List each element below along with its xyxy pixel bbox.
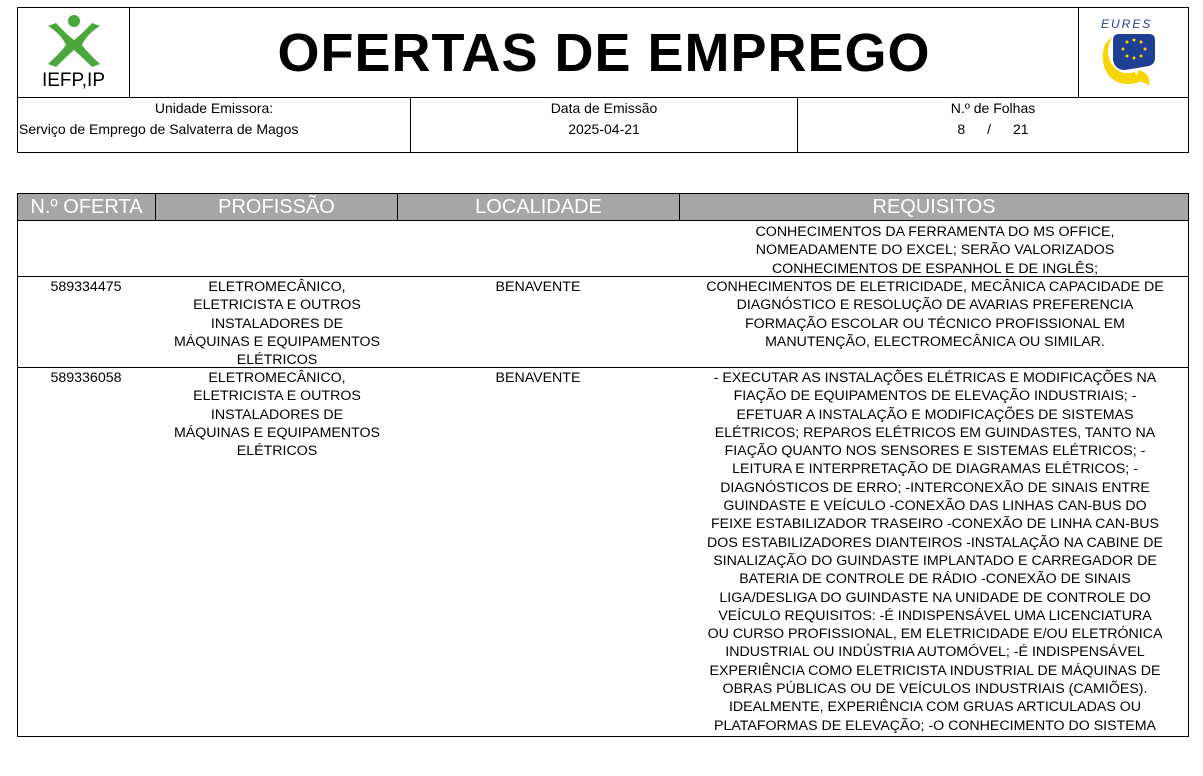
sheet-count-label: N.º de Folhas (950, 100, 1036, 116)
requirements-line: DIAGNÓSTICO E RESOLUÇÃO DE AVARIAS PREFERENCIA (736, 297, 1134, 314)
sheet-current: 8 (957, 121, 966, 137)
issuing-unit-label: Unidade Emissora: (154, 100, 274, 116)
profession-line: ELÉTRICOS (236, 443, 318, 460)
table-header (17, 193, 1189, 221)
offer-number: 589336058 (50, 370, 122, 386)
profession-line: MÁQUINAS E EQUIPAMENTOS (173, 333, 380, 350)
locality: BENAVENTE (495, 279, 581, 295)
requirements-line: FORMAÇÃO ESCOLAR OU TÉCNICO PROFISSIONAL EM (745, 315, 1125, 332)
requirements-line: FIAÇÃO DE EQUIPAMENTOS DE ELEVAÇÃO INDUSTRIAIS; - (733, 388, 1137, 405)
requirements-line: LEITURA E INTERPRETAÇÃO DE DIAGRAMAS ELÉTRICOS; - (732, 461, 1138, 478)
offer-number: 589334475 (50, 279, 122, 295)
table-row (17, 221, 1189, 277)
requirements-line: ELÉTRICOS; REPAROS ELÉTRICOS EM GUINDASTES, TANTO NA (714, 424, 1156, 441)
eures-emblem-icon (1099, 30, 1169, 92)
iefp-logo (18, 8, 130, 97)
page-title: OFERTAS DE EMPREGO (277, 22, 931, 83)
iefp-logo-icon (18, 12, 128, 74)
issuing-unit (18, 98, 411, 153)
header-info-row (18, 97, 1188, 152)
issue-date-value: 2025-04-21 (568, 121, 640, 137)
requirements-line: GUINDASTE E VEÍCULO -CONEXÃO DAS LINHAS CAN-BUS DO (723, 498, 1147, 515)
locality: BENAVENTE (495, 370, 581, 386)
requirements-line: EFETUAR A INSTALAÇÃO E MODIFICAÇÕES DE SISTEMAS (736, 406, 1134, 423)
requirements (680, 369, 1190, 735)
sheet-count (798, 98, 1188, 153)
iefp-logo-text: IEFP,IP (41, 70, 105, 91)
profession (158, 369, 396, 460)
requirements-line: LIGA/DESLIGA DO GUINDASTE NA UNIDADE DE CONTROLE DO (719, 589, 1151, 606)
col-header-offer-number: N.º OFERTA (18, 194, 156, 220)
profession-line: ELÉTRICOS (236, 352, 318, 369)
eures-logo-text: EURES (1101, 17, 1153, 31)
requirements-line: NOMEADAMENTE DO EXCEL; SERÃO VALORIZADOS (755, 242, 1115, 259)
sheet-separator: / (987, 121, 992, 137)
requirements-line: BATERIA DE CONTROLE DE RÁDIO -CONEXÃO DE SINAIS (739, 571, 1131, 588)
requirements-line: EXPERIÊNCIA COMO ELETRICISTA INDUSTRIAL DE MÁQUINAS DE (709, 662, 1161, 679)
requirements-line: INDUSTRIAL OU INDÚSTRIA AUTOMÓVEL; -É INDISPENSÁVEL (725, 644, 1145, 661)
issue-date (411, 98, 798, 153)
profession-line: ELETROMECÂNICO, (208, 279, 346, 295)
profession-line: INSTALADORES DE (210, 315, 344, 332)
requirements-line: CONHECIMENTOS DE ESPANHOL E DE INGLÊS; (771, 260, 1099, 277)
profession-line: MÁQUINAS E EQUIPAMENTOS (173, 424, 380, 441)
requirements-line: DOS ESTABILIZADORES DIANTEIROS -INSTALAÇÃO NA CABINE DE (707, 534, 1163, 551)
col-header-locality: LOCALIDADE (398, 194, 680, 220)
table-row (17, 368, 1189, 737)
document-header (17, 7, 1189, 153)
table-row (17, 277, 1189, 368)
issue-date-label: Data de Emissão (550, 100, 658, 116)
profession-line: ELETRICISTA E OUTROS (193, 388, 361, 405)
profession-line: INSTALADORES DE (210, 406, 344, 423)
requirements-line: SINALIZAÇÃO DO GUINDASTE IMPLANTADO E CARREGADOR DE (713, 552, 1157, 569)
requirements-line: IDEALMENTE, EXPERIÊNCIA COM GRUAS ARTICULADAS OU (728, 699, 1142, 716)
requirements-line: PLATAFORMAS DE ELEVAÇÃO; -O CONHECIMENTO DO SISTEMA (714, 717, 1156, 734)
requirements-line: CONHECIMENTOS DE ELETRICIDADE, MECÂNICA CAPACIDADE DE (706, 279, 1164, 295)
requirements-line: FEIXE ESTABILIZADOR TRASEIRO -CONEXÃO DE LINHA CAN-BUS (710, 516, 1160, 533)
sheet-count-value (798, 121, 1188, 137)
col-header-requirements: REQUISITOS (872, 196, 996, 218)
requirements (680, 223, 1190, 278)
requirements-line: FIAÇÃO QUANTO NOS SENSORES E SISTEMAS ELÉTRICOS; - (724, 443, 1146, 460)
issuing-unit-value: Serviço de Emprego de Salvaterra de Magos (19, 121, 299, 137)
requirements-line: MANUTENÇÃO, ELECTROMECÂNICA OU SIMILAR. (765, 333, 1105, 350)
requirements-line: OBRAS PÚBLICAS OU DE VEÍCULOS INDUSTRIAIS (CAMIÕES). (722, 681, 1148, 698)
col-header-profession: PROFISSÃO (156, 194, 398, 220)
profession (158, 278, 396, 369)
requirements-line: VEÍCULO REQUISITOS: -É INDISPENSÁVEL UMA LICENCIATURA (718, 607, 1152, 624)
eures-logo (1079, 8, 1188, 97)
requirements-line: - EXECUTAR AS INSTALAÇÕES ELÉTRICAS E MODIFICAÇÕES NA (713, 370, 1157, 386)
title-cell (130, 8, 1079, 97)
requirements (680, 278, 1190, 351)
profession-line: ELETRICISTA E OUTROS (193, 297, 361, 314)
profession-line: ELETROMECÂNICO, (208, 370, 346, 386)
requirements-line: OU CURSO PROFISSIONAL, EM ELETRICIDADE E/OU ELETRÓNICA (707, 626, 1163, 643)
requirements-line: DIAGNÓSTICOS DE ERRO; -INTERCONEXÃO DE SINAIS ENTRE (720, 479, 1150, 496)
sheet-total: 21 (1013, 121, 1029, 137)
requirements-line: CONHECIMENTOS DA FERRAMENTA DO MS OFFICE, (755, 224, 1115, 240)
